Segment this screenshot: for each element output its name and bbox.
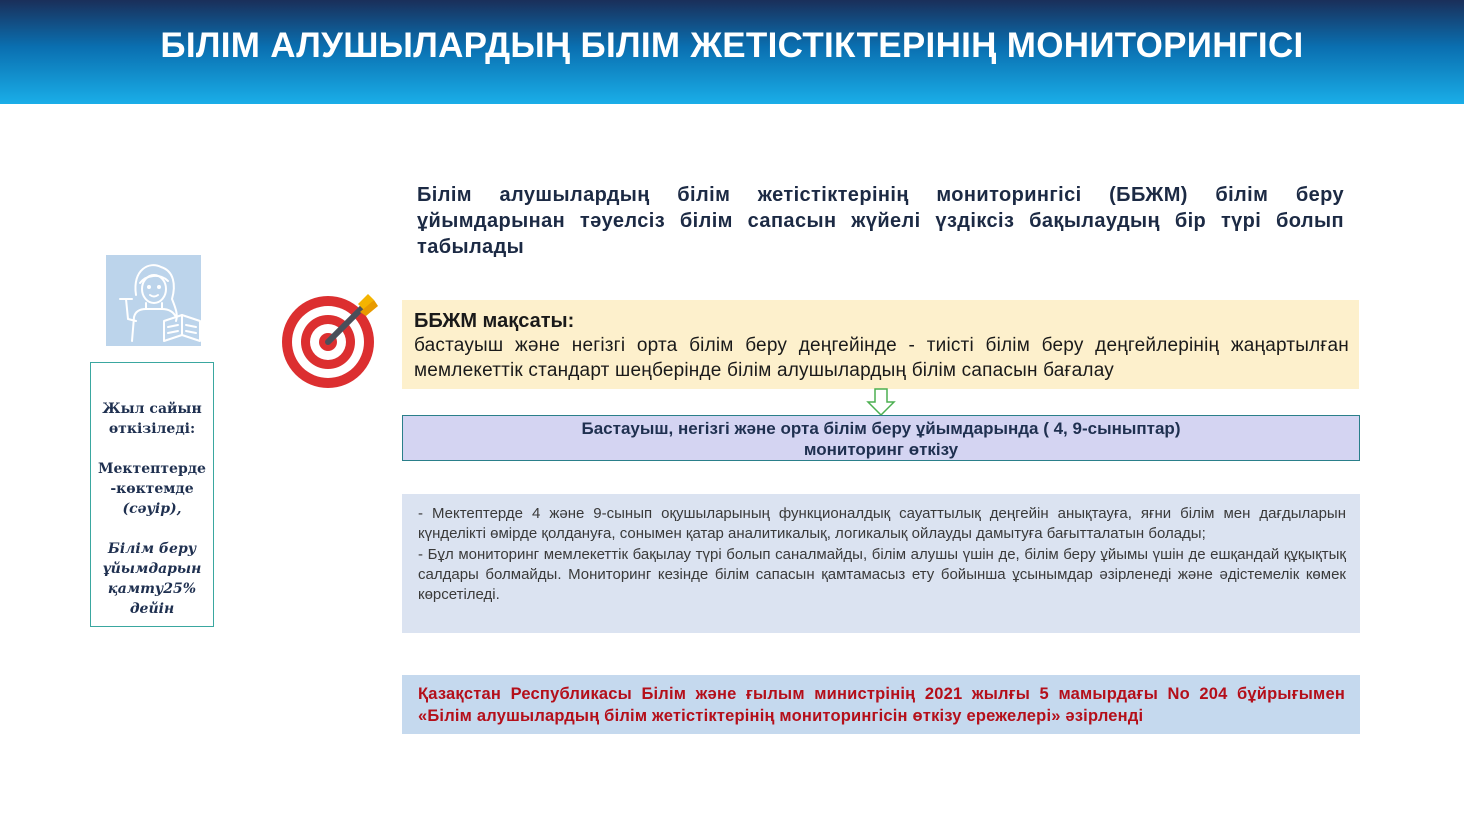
schedule-box [90,362,214,627]
page-title: БІЛІМ АЛУШЫЛАРДЫҢ БІЛІМ ЖЕТІСТІКТЕРІНІҢ МОНИТОРИНГІСІ [160,26,1304,65]
intro-text: Білім алушылардың білім жетістіктерінің мониторингісі (ББЖМ) білім беру ұйымдарынан тәуелсіз білім сапасын жүйелі үздіксіз бақылаудың бір түрі болып табылады [417,184,1344,258]
decree-box: Қазақстан Республикасы Білім және ғылым министрінің 2021 жылғы 5 мамырдағы No 204 бұйрығымен «Білім алушылардың білім жетістіктерінің мониторингісін өткізу ережелері» әзірленді [402,675,1360,734]
header-banner [0,0,1464,104]
teacher-avatar-icon [106,255,201,346]
schedule-month: (сәуір), [122,501,182,517]
down-arrow-icon [866,388,896,416]
detail-item: - Мектептерде 4 және 9-сынып оқушыларының функционалдық сауаттылық деңгейін анықтауға, яғни білім мен дағдыларын күнделікті өмірде қолдануға, сонымен қатар аналитикалық, логикалық ойлауды дамытуға бағытталатын болады; [418,505,1346,543]
monitoring-line-2: мониторинг өткізу [803,440,959,459]
schedule-schools: Мектептерде -көктемде [98,461,206,497]
goal-text: бастауыш және негізгі орта білім беру деңгейінде - тиісті білім беру деңгейлерінің жаңартылған мемлекеттік стандарт шеңберінде білім алушылардың білім сапасын бағалау [414,335,1349,381]
details-box [402,494,1360,633]
goal-title: ББЖМ мақсаты: [414,310,575,332]
target-icon [278,292,380,390]
goal-box [402,300,1359,389]
schedule-frequency: Жыл сайын өткізіледі: [102,401,202,437]
monitoring-line-1: Бастауыш, негізгі және орта білім беру ұйымдарында ( 4, 9-сыныптар) [581,419,1181,438]
detail-item: - Бұл мониторинг мемлекеттік бақылау түрі болып саналмайды, білім алушы үшін де, білім беру ұйымы үшін де ешқандай құқықтық салдары болмайды. Мониторинг кезінде білім сапасын қамтамасыз ету бойынша ұсынымдар әзірленеді және әдістемелік көмек көрсетіледі. [418,545,1346,604]
monitoring-box [402,415,1360,461]
schedule-coverage: Білім беру ұйымдарын қамту25% дейін [102,541,202,617]
